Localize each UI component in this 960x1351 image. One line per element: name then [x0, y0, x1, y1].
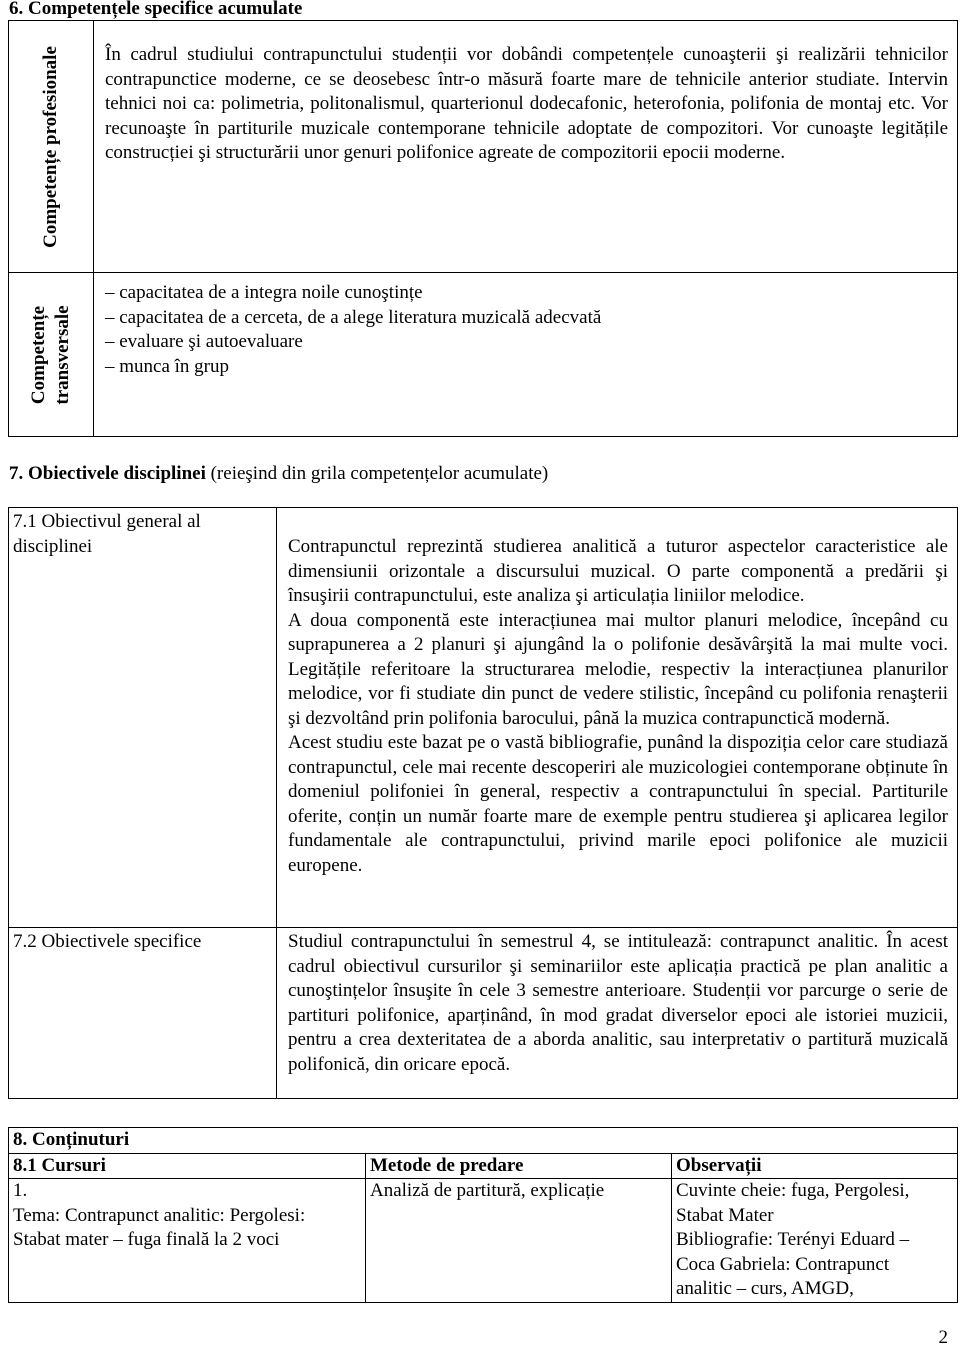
general-text-cell	[277, 508, 958, 928]
observation-cell	[672, 1179, 958, 1303]
observation-line: Stabat Mater	[676, 1204, 774, 1226]
section8-title-cell	[9, 1128, 958, 1154]
prof-text: În cadrul studiului contrapunctului studenții vor dobândi competențele cunoaşterii şi realizării tehnicilor contrapunctice moderne, ce se deosebesc într-o măsură foarte mare de tehnicile anterior studiate. Intervin tehnici noi ca: polimetria, politonalismul, quarterionul dodecafonic, heterofonia, polifonia de montaj etc. Vor recunoaşte în partiturile muzicale contemporane tehnicile adoptate de compozitori. Vor cunoaşte legitățile construcției şi structurării unor genuri polifonice agreate de compozitorii epocii moderne.	[105, 44, 948, 163]
general-label: 7.1 Obiectivul general al disciplinei	[13, 511, 201, 557]
section8-title: 8. Conținuturi	[13, 1129, 130, 1150]
header-observations: Observații	[676, 1154, 762, 1176]
general-paragraph: Acest studiu este bazat pe o vastă bibliografie, punând la dispoziția celor care studiază contrapunctul, cele mai recente descoperiri ale muzicologiei contemporane obținute în domeniul polifoniei în general, respectiv a contrapunctului în special. Partiturile oferite, conțin un număr foarte mare de exemple pentru studierea şi aplicarea legilor fundamentale ale contrapunctului, privind marile epoci polifonice ale muzicii europene.	[288, 732, 948, 876]
prof-text-cell	[94, 21, 958, 273]
specific-text: Studiul contrapunctului în semestrul 4, se intitulează: contrapunct analitic. În acest cadrul obiectivul cursurilor şi seminariilor este aplicația practică pe plan analitic a cunoştințelor însuşite în cele 3 semestre anterioare. Studenții vor parcurge o serie de partituri polifonice, aparținând, în mod gradat diverselor epoci ale istoriei muzicii, pentru a crea dexteritatea de a aborda analitic, sau interpretativ o partitură muzicală polifonică, din oricare epocă.	[288, 931, 948, 1075]
page-number: 2	[938, 1327, 948, 1348]
header-methods: Metode de predare	[370, 1154, 524, 1176]
general-paragraph: A doua componentă este interacțiunea mai multor planuri melodice, începând cu suprapunerea a 2 planuri şi ajungând la o polifonie desăvârşită la mai multe voci. Legitățile referitoare la structurarea melodie, respectiv la interacțiunea planurilor melodice, vor fi studiate din punct de vedere stilistic, începând cu polifonia renaşterii şi dezvoltând prin polifonia barocului, până la muzica contrapunctică modernă.	[288, 609, 948, 729]
course-line: Stabat mater – fuga finală la 2 voci	[13, 1229, 280, 1250]
course-number: 1.	[13, 1180, 28, 1201]
specific-label-cell	[9, 928, 277, 1099]
trans-label-line1: Competențe	[28, 305, 49, 404]
specific-label: 7.2 Obiectivele specifice	[13, 931, 202, 952]
trans-item: – munca în grup	[105, 355, 230, 377]
general-paragraph: Contrapunctul reprezintă studierea analitică a tuturor aspectelor caracteristice ale dimensiunii orizontale a discursului muzical. O parte componentă a predării şi însuşirii contrapunctului, este analiza şi articulația liniilor melodice.	[288, 536, 948, 606]
specific-text-cell	[277, 928, 958, 1099]
course-line: Tema: Contrapunct analitic: Pergolesi:	[13, 1204, 306, 1226]
section6-title: 6. Competențele specifice acumulate	[9, 0, 303, 19]
header-cell	[366, 1153, 672, 1179]
trans-item: – capacitatea de a integra noile cunoştințe	[105, 282, 423, 303]
header-cell	[672, 1153, 958, 1179]
trans-item: – capacitatea de a cerceta, de a alege literatura muzicală adecvată	[105, 306, 602, 328]
observation-line: analitic – curs, AMGD,	[676, 1278, 854, 1299]
general-label-cell	[9, 508, 277, 928]
course-cell	[9, 1179, 366, 1303]
method-text: Analiză de partitură, explicație	[370, 1180, 605, 1201]
observation-line: Coca Gabriela: Contrapunct	[676, 1253, 890, 1275]
objectives-table	[8, 507, 958, 1099]
section7-title-bold: 7. Obiectivele disciplinei	[9, 463, 206, 484]
section7-title-rest: (reieşind din grila competențelor acumulate)	[205, 463, 549, 484]
trans-text-cell	[94, 273, 958, 437]
section7-title	[9, 462, 548, 487]
competences-table	[8, 20, 958, 437]
prof-label: Competențe profesionale	[40, 45, 61, 248]
trans-item: – evaluare şi autoevaluare	[105, 331, 303, 352]
method-cell	[366, 1179, 672, 1303]
trans-label	[27, 305, 75, 404]
header-cell	[9, 1153, 366, 1179]
trans-label-cell	[9, 273, 94, 437]
prof-label-cell	[9, 21, 94, 273]
observation-line: Cuvinte cheie: fuga, Pergolesi,	[676, 1180, 910, 1201]
contents-table	[8, 1127, 958, 1303]
trans-label-line2: transversale	[52, 304, 73, 405]
header-courses: 8.1 Cursuri	[13, 1154, 106, 1176]
observation-line: Bibliografie: Terényi Eduard –	[676, 1229, 910, 1250]
